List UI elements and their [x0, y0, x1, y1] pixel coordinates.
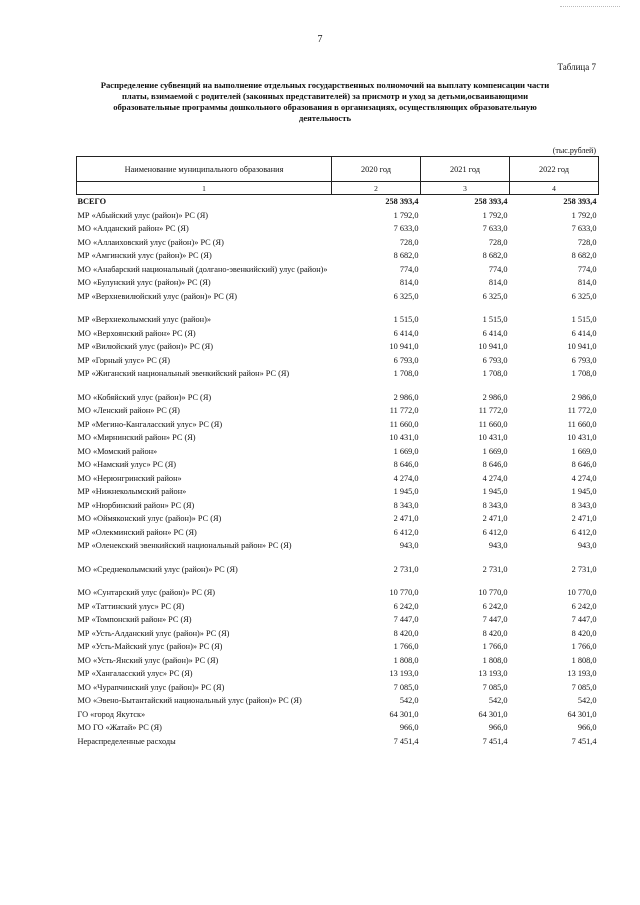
value-2021: 7 633,0	[482, 224, 508, 233]
value-2020: 8 682,0	[393, 251, 419, 260]
value-2022: 1 945,0	[571, 487, 597, 496]
value-2021: 774,0	[488, 264, 508, 274]
municipality-name: МО «Намский улус» РС (Я)	[77, 460, 177, 469]
value-2021: 258 393,4	[474, 197, 508, 206]
value-2022: 542,0	[577, 696, 597, 705]
value-2020: 11 660,0	[389, 419, 419, 429]
value-2020: 814,0	[399, 278, 419, 287]
value-2021: 1 808,0	[482, 655, 508, 665]
municipality-name: МР «Верхневилюйский улус (район)» РС (Я)	[77, 291, 237, 301]
municipality-name: МО «Мирнинский район» РС (Я)	[77, 433, 196, 442]
value-2021: 13 193,0	[478, 669, 508, 678]
table-row	[77, 367, 599, 381]
value-2021: 1 515,0	[482, 315, 508, 324]
value-2022: 8 646,0	[571, 460, 597, 469]
municipality-name: МР «Нижнеколымский район»	[77, 487, 187, 496]
value-2022: 10 431,0	[567, 433, 597, 442]
value-2020: 10 431,0	[389, 433, 419, 442]
value-2021: 8 682,0	[482, 251, 508, 260]
header-2022: 2022 год	[510, 157, 599, 182]
value-2020: 1 945,0	[393, 487, 419, 496]
table-row	[77, 263, 599, 277]
table-row	[77, 694, 599, 708]
table-row	[77, 418, 599, 432]
value-2022: 7 451,4	[571, 736, 597, 746]
value-2020: 6 412,0	[393, 527, 419, 537]
value-2022: 7 085,0	[571, 682, 597, 692]
municipality-name: МР «Оленекский эвенкийский национальный район» РС (Я)	[77, 541, 292, 550]
table-row	[77, 640, 599, 654]
table-row	[77, 209, 599, 223]
value-2020: 7 085,0	[393, 682, 419, 692]
municipality-name: Нераспределенные расходы	[77, 736, 176, 746]
value-2021: 64 301,0	[478, 709, 508, 719]
table-label: Таблица 7	[557, 62, 596, 72]
table-row	[77, 327, 599, 341]
value-2021: 10 770,0	[478, 588, 508, 597]
value-2021: 1 945,0	[482, 487, 508, 496]
municipality-name: МО «Оймяконский улус (район)» РС (Я)	[77, 514, 222, 523]
subsidy-table	[76, 156, 599, 748]
table-row	[77, 354, 599, 368]
value-2022: 8 420,0	[571, 628, 597, 638]
table-row	[77, 222, 599, 236]
table-row	[77, 381, 599, 405]
value-2022: 1 792,0	[571, 210, 597, 220]
value-2020: 11 772,0	[389, 406, 419, 415]
value-2020: 8 343,0	[393, 500, 419, 510]
municipality-name: МО «Чурапчинский улус (район)» РС (Я)	[77, 682, 225, 692]
table-row	[77, 276, 599, 290]
table-row	[77, 249, 599, 263]
value-2020: 1 808,0	[393, 655, 419, 665]
value-2020: 7 451,4	[393, 736, 419, 746]
value-2020: 8 420,0	[393, 628, 419, 638]
value-2021: 943,0	[488, 541, 508, 550]
value-2020: 728,0	[399, 237, 419, 247]
document-title: Распределение субвенций на выполнение отдельных государственных полномочий на выплату компенсации части платы, взимаемой с родителей (законных представителей) за присмотр и уход за детьми,осваивающими образовательные программы дошкольного образования в организациях, осуществляющих образовательную деятельность	[100, 80, 550, 123]
table-row	[77, 721, 599, 735]
value-2020: 10 770,0	[389, 588, 419, 597]
value-2021: 8 646,0	[482, 460, 508, 469]
table-header	[77, 157, 599, 195]
value-2022: 8 682,0	[571, 251, 597, 260]
value-2020: 6 793,0	[393, 355, 419, 365]
value-2022: 943,0	[577, 541, 597, 550]
value-2020: 6 242,0	[393, 601, 419, 611]
unit-label: (тыс.рублей)	[552, 146, 596, 155]
municipality-name: МР «Олекминский район» РС (Я)	[77, 527, 197, 537]
value-2020: 6 414,0	[393, 328, 419, 338]
value-2022: 6 412,0	[571, 527, 597, 537]
table-row	[77, 472, 599, 486]
value-2021: 7 085,0	[482, 682, 508, 692]
value-2022: 1 766,0	[571, 642, 597, 651]
table-row	[77, 445, 599, 459]
value-2020: 2 731,0	[393, 564, 419, 574]
table-row	[77, 485, 599, 499]
value-2020: 1 708,0	[393, 369, 419, 378]
table-row	[77, 499, 599, 513]
value-2021: 1 708,0	[482, 369, 508, 378]
value-2022: 13 193,0	[567, 669, 597, 678]
value-2020: 4 274,0	[393, 473, 419, 483]
table-row	[77, 290, 599, 304]
municipality-name: МО «Ленский район» РС (Я)	[77, 406, 180, 415]
header-col-number: 3	[421, 182, 510, 195]
municipality-name: МР «Абыйский улус (район)» РС (Я)	[77, 210, 209, 220]
value-2022: 774,0	[577, 264, 597, 274]
table-row	[77, 600, 599, 614]
value-2022: 2 986,0	[571, 392, 597, 402]
value-2021: 2 471,0	[482, 514, 508, 523]
value-2021: 10 431,0	[478, 433, 508, 442]
value-2020: 774,0	[399, 264, 419, 274]
value-2022: 258 393,4	[563, 197, 597, 206]
municipality-name: МР «Амгинский улус (район)» РС (Я)	[77, 251, 212, 260]
value-2021: 1 792,0	[482, 210, 508, 220]
municipality-name: МО «Анабарский национальный (долгано-эвенкийский) улус (район)»	[77, 264, 328, 274]
municipality-name: МР «Томпонский район» РС (Я)	[77, 615, 192, 624]
value-2020: 1 792,0	[393, 210, 419, 220]
value-2021: 6 412,0	[482, 527, 508, 537]
value-2020: 2 986,0	[393, 392, 419, 402]
value-2021: 1 669,0	[482, 446, 508, 456]
value-2021: 542,0	[488, 696, 508, 705]
header-2020: 2020 год	[332, 157, 421, 182]
value-2021: 6 414,0	[482, 328, 508, 338]
value-2021: 4 274,0	[482, 473, 508, 483]
municipality-name: МО «Алданский район» РС (Я)	[77, 224, 189, 233]
header-col-number: 2	[332, 182, 421, 195]
value-2022: 6 325,0	[571, 291, 597, 301]
municipality-name: МО «Нерюнгринский район»	[77, 473, 182, 483]
value-2021: 728,0	[488, 237, 508, 247]
value-2022: 7 447,0	[571, 615, 597, 624]
value-2022: 728,0	[577, 237, 597, 247]
municipality-name: МР «Мегино-Кангаласский улус» РС (Я)	[77, 419, 223, 429]
value-2021: 6 325,0	[482, 291, 508, 301]
value-2021: 814,0	[488, 278, 508, 287]
value-2022: 6 414,0	[571, 328, 597, 338]
value-2022: 966,0	[577, 723, 597, 732]
value-2022: 6 793,0	[571, 355, 597, 365]
header-col-number: 4	[510, 182, 599, 195]
table-row	[77, 526, 599, 540]
table-row	[77, 404, 599, 418]
table-row	[77, 512, 599, 526]
value-2021: 1 766,0	[482, 642, 508, 651]
table-row	[77, 539, 599, 553]
table-row	[77, 340, 599, 354]
value-2020: 1 669,0	[393, 446, 419, 456]
value-2022: 10 941,0	[567, 342, 597, 351]
table-row	[77, 458, 599, 472]
value-2022: 64 301,0	[567, 709, 597, 719]
municipality-name: МР «Верхнеколымский улус (район)»	[77, 315, 211, 324]
value-2021: 10 941,0	[478, 342, 508, 351]
value-2020: 258 393,4	[385, 197, 419, 206]
value-2021: 2 986,0	[482, 392, 508, 402]
municipality-name: МО «Эвено-Бытантайский национальный улус (район)» РС (Я)	[77, 696, 302, 705]
table-body	[77, 195, 599, 749]
scan-artifact	[560, 6, 620, 8]
value-2021: 2 731,0	[482, 564, 508, 574]
value-2020: 13 193,0	[389, 669, 419, 678]
value-2020: 6 325,0	[393, 291, 419, 301]
table-row	[77, 613, 599, 627]
value-2020: 7 633,0	[393, 224, 419, 233]
value-2020: 966,0	[399, 723, 419, 732]
table-row	[77, 236, 599, 250]
municipality-name: МО «Среднеколымский улус (район)» РС (Я)	[77, 564, 238, 574]
value-2022: 2 731,0	[571, 564, 597, 574]
value-2020: 64 301,0	[389, 709, 419, 719]
municipality-name: МР «Таттинский улус» РС (Я)	[77, 601, 185, 611]
value-2021: 7 451,4	[482, 736, 508, 746]
municipality-name: МР «Хангаласский улус» РС (Я)	[77, 669, 193, 678]
table-row	[77, 708, 599, 722]
header-2021: 2021 год	[421, 157, 510, 182]
municipality-name: МР «Горный улус» РС (Я)	[77, 355, 170, 365]
table-row	[77, 431, 599, 445]
value-2021: 11 772,0	[478, 406, 508, 415]
value-2020: 10 941,0	[389, 342, 419, 351]
value-2020: 8 646,0	[393, 460, 419, 469]
table-row	[77, 654, 599, 668]
total-row	[77, 195, 599, 209]
table-row	[77, 553, 599, 577]
page-number: 7	[317, 34, 323, 45]
municipality-name: МО ГО «Жатай» РС (Я)	[77, 723, 162, 732]
municipality-name: МО «Аллаиховский улус (район)» РС (Я)	[77, 237, 224, 247]
municipality-name: МР «Жиганский национальный эвенкийский район» РС (Я)	[77, 369, 290, 378]
value-2021: 7 447,0	[482, 615, 508, 624]
municipality-name: МО «Булунский улус (район)» РС (Я)	[77, 278, 211, 287]
value-2022: 7 633,0	[571, 224, 597, 233]
value-2021: 966,0	[488, 723, 508, 732]
municipality-name: МО «Сунтарский улус (район)» РС (Я)	[77, 588, 216, 597]
table-row	[77, 667, 599, 681]
value-2020: 7 447,0	[393, 615, 419, 624]
value-2021: 8 420,0	[482, 628, 508, 638]
value-2021: 6 242,0	[482, 601, 508, 611]
value-2022: 10 770,0	[567, 588, 597, 597]
municipality-name: МР «Усть-Алданский улус (район)» РС (Я)	[77, 628, 230, 638]
value-2021: 6 793,0	[482, 355, 508, 365]
table-row	[77, 303, 599, 327]
municipality-name: МО «Кобяйский улус (район)» РС (Я)	[77, 392, 212, 402]
municipality-name: ГО «город Якутск»	[77, 709, 146, 719]
value-2020: 1 515,0	[393, 315, 419, 324]
table-row	[77, 681, 599, 695]
municipality-name: МО «Момский район»	[77, 446, 158, 456]
municipality-name: МР «Нюрбинский район» РС (Я)	[77, 500, 195, 510]
value-2020: 542,0	[399, 696, 419, 705]
municipality-name: МО «Верхоянский район» РС (Я)	[77, 328, 196, 338]
value-2022: 8 343,0	[571, 500, 597, 510]
municipality-name: ВСЕГО	[77, 197, 107, 206]
value-2022: 814,0	[577, 278, 597, 287]
header-name: Наименование муниципального образования	[77, 157, 332, 182]
value-2022: 11 660,0	[567, 419, 597, 429]
value-2022: 2 471,0	[571, 514, 597, 523]
municipality-name: МО «Усть-Янский улус (район)» РС (Я)	[77, 655, 219, 665]
value-2021: 8 343,0	[482, 500, 508, 510]
table-row	[77, 627, 599, 641]
value-2022: 1 515,0	[571, 315, 597, 324]
value-2022: 1 808,0	[571, 655, 597, 665]
value-2022: 6 242,0	[571, 601, 597, 611]
value-2022: 1 708,0	[571, 369, 597, 378]
municipality-name: МР «Вилюйский улус (район)» РС (Я)	[77, 342, 213, 351]
table-row	[77, 735, 599, 749]
value-2021: 11 660,0	[478, 419, 508, 429]
value-2022: 4 274,0	[571, 473, 597, 483]
municipality-name: МР «Усть-Майский улус (район)» РС (Я)	[77, 642, 223, 651]
value-2022: 11 772,0	[567, 406, 597, 415]
value-2020: 943,0	[399, 541, 419, 550]
value-2022: 1 669,0	[571, 446, 597, 456]
value-2020: 1 766,0	[393, 642, 419, 651]
header-col-number: 1	[77, 182, 332, 195]
table-row	[77, 576, 599, 600]
value-2020: 2 471,0	[393, 514, 419, 523]
